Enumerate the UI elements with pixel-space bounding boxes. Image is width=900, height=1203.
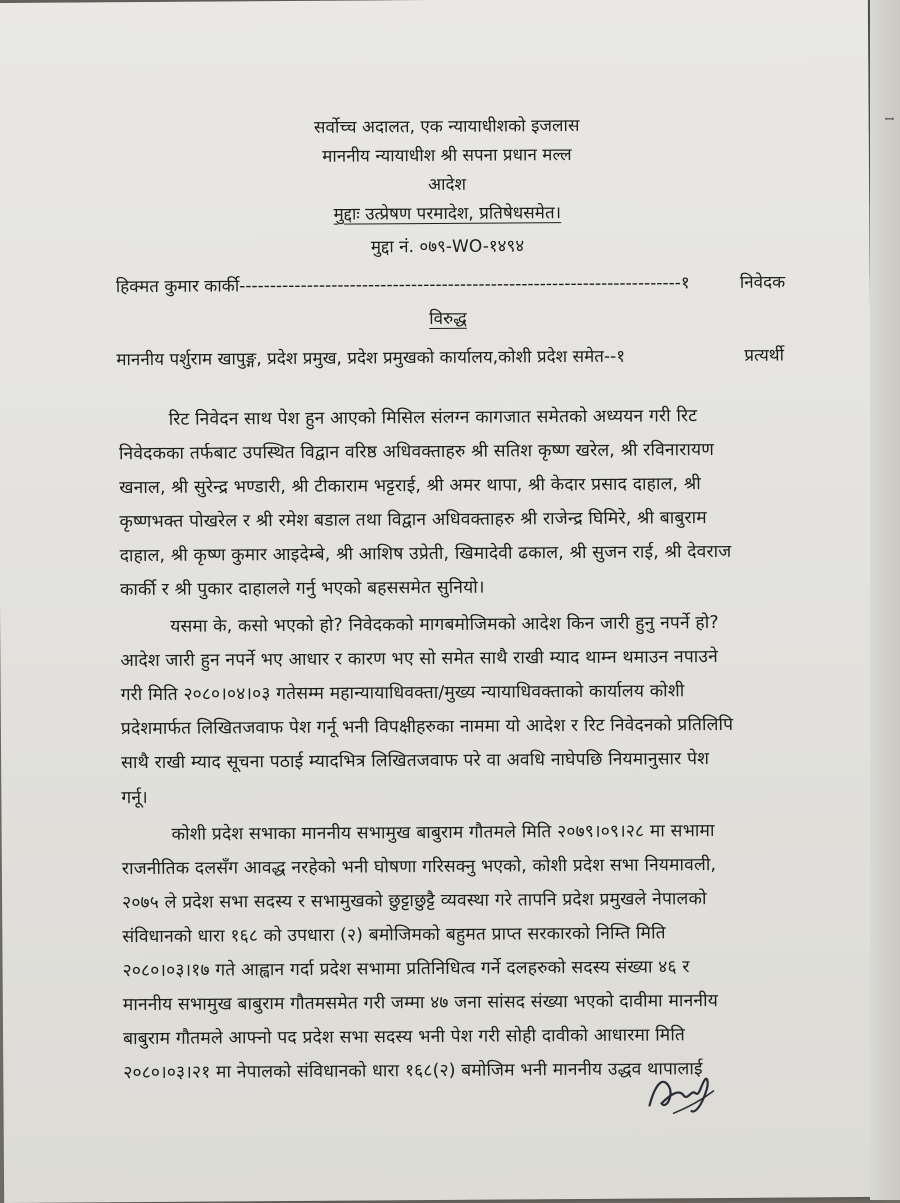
court-heading: सर्वोच्च अदालत, एक न्यायाधीशको इजलास [313, 115, 580, 138]
paragraph-1-line: कार्की र श्री पुकार दाहालले गर्नु भएको बहससमेत सुनियो। [119, 577, 485, 601]
case-subject: मुद्दाः उत्प्रेषण परमादेश, प्रतिषेधसमेत। [333, 203, 562, 225]
paragraph-1-line: रिट निवेदन साथ पेश हुन आएको मिसिल संलग्न कागजात समेतको अध्ययन गरी रिट [168, 406, 698, 430]
order-title: आदेश [428, 174, 467, 196]
paragraph-2-line: साथै राखी म्याद सूचना पठाई म्यादभित्र लिखितजवाफ परे वा अवधि नाघेपछि नियमानुसार पेश [121, 749, 710, 774]
paragraph-2-line: गरी मिति २०८०।०४।०३ गतेसम्म महान्यायाधिवक्ता/मुख्य न्यायाधिवक्ताको कार्यालय कोशी [120, 681, 685, 706]
petitioner-line: हिक्मत कुमार कार्की------------------------------------------------------------------------१ [115, 273, 690, 298]
petitioner-role: निवेदक [739, 272, 786, 293]
handwritten-signature [643, 1053, 723, 1124]
paragraph-3-line: २०८०।०३।१७ गते आह्वान गर्दा प्रदेश सभामा प्रतिनिधित्व गर्ने दलहरुको सदस्य संख्या ४६ र [122, 957, 690, 982]
paragraph-1-line: निवेदकका तर्फबाट उपस्थित विद्वान वरिष्ठ अधिवक्ताहरु श्री सतिश कृष्ण खरेल, श्री रविनारायण [118, 440, 715, 465]
paragraph-3-line: २०७५ ले प्रदेश सभा सदस्य र सभामुखको छुट्टाछुट्टै व्यवस्था गरे तापनि प्रदेश प्रमुखले नेपालको [122, 889, 707, 914]
paragraph-2-line: गर्नू। [121, 787, 148, 809]
paragraph-1-line: दाहाल, श्री कृष्ण कुमार आइदेम्बे, श्री आशिष उप्रेती, खिमादेवी ढकाल, श्री सुजन राई, श्री देवराज [119, 541, 732, 567]
versus-label: विरुद्ध [429, 308, 467, 329]
paragraph-2-line: यसमा के, कसो भएको हो? निवेदकको मागबमोजिमको आदेश किन जारी हुनु नपर्ने हो? [170, 612, 719, 637]
paragraph-2-line: प्रदेशमार्फत लिखितजवाफ पेश गर्नू भनी विपक्षीहरुका नाममा यो आदेश र रिट निवेदनको प्रतिलिपि [120, 714, 734, 740]
case-number: मुद्दा नं. ०७९-WO-१४९४ [370, 236, 525, 258]
respondent-role: प्रत्यर्थी [744, 345, 785, 366]
paragraph-1-line: खनाल, श्री सुरेन्द्र भण्डारी, श्री टीकाराम भट्टराई, श्री अमर थापा, श्री केदार प्रसाद दाहाल, श्री [119, 474, 701, 499]
respondent-line: माननीय पर्शुराम खापुङ्ग, प्रदेश प्रमुख, प्रदेश प्रमुखको कार्यालय,कोशी प्रदेश समेत--१ [116, 346, 626, 371]
paragraph-3-line: कोशी प्रदेश सभाका माननीय सभामुख बाबुराम गौतमले मिति २०७९।०९।२८ मा सभामा [171, 821, 715, 845]
paragraph-3-line: राजनीतिक दलसँग आवद्ध नरहेको भनी घोषणा गरिसक्नु भएको, कोशी प्रदेश सभा नियमावली, [121, 855, 717, 880]
paragraph-1-line: कृष्णभक्त पोखरेल र श्री रमेश बडाल तथा विद्वान अधिवक्ताहरु श्री राजेन्द्र घिमिरे, श्री बाबुराम [119, 508, 707, 533]
paragraph-3-line: बाबुराम गौतमले आफ्नो पद प्रदेश सभा सदस्य भनी पेश गरी सोही दावीको आधारमा मिति [122, 1025, 685, 1050]
adjacent-page-edge [870, 0, 900, 1200]
judge-name: माननीय न्यायाधीश श्री सपना प्रधान मल्ल [322, 145, 572, 167]
paragraph-3-line: माननीय सभामुख बाबुराम गौतमसमेत गरी जम्मा ४७ जना सांसद संख्या भएको दावीमा माननीय [122, 990, 719, 1016]
paragraph-3-line: २०८०।०३।२१ मा नेपालको संविधानको धारा १६८(२) बमोजिम भनी माननीय उद्धव थापालाई [123, 1059, 703, 1084]
paragraph-2-line: आदेश जारी हुन नपर्ने भए आधार र कारण भए सो समेत साथै राखी म्याद थाम्न थमाउन नपाउने [120, 646, 718, 672]
paragraph-3-line: संविधानको धारा १६८ को उपधारा (२) बमोजिमको बहुमत प्राप्त सरकारको निम्ति मिति [122, 923, 666, 948]
edge-mark-icon: ꟷ [885, 113, 894, 126]
